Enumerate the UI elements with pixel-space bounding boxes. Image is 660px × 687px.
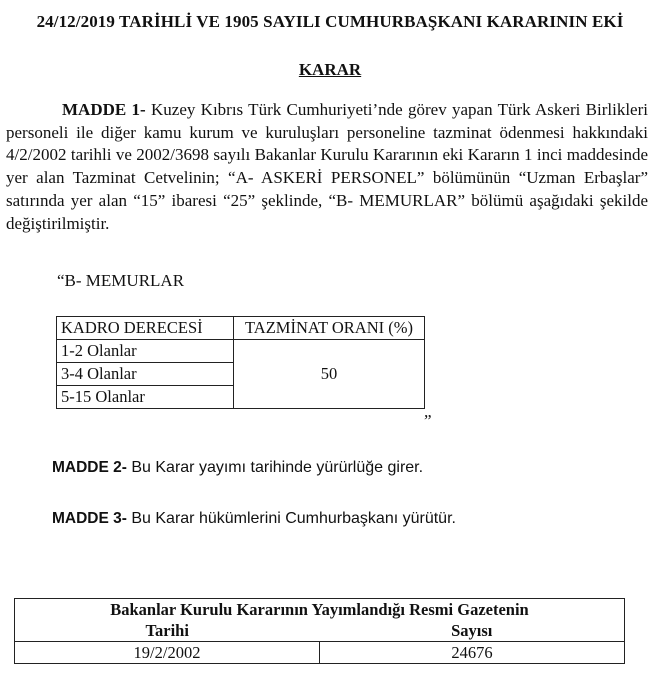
article-3-label: MADDE 3- bbox=[52, 510, 127, 527]
gazette-table bbox=[14, 598, 625, 664]
article-1-text: Kuzey Kıbrıs Türk Cumhuriyeti’nde görev yapan Türk Askeri Birlikleri personeli ile diğer kamu kurum ve kuruluşları personeline tazminat ödenmesi hakkındaki 4/2/2002 tarihli ve 2002/3698 sayılı Bakanlar Kurulu Kararının eki Kararın 1 inci maddesinde yer alan Tazminat Cetvelinin; “A- ASKERİ PERSONEL” bölümünün “Uzman Erbaşlar” satırında yer alan “15” ibaresi “25” şeklinde, “B- MEMURLAR” bölümü aşağıdaki şekilde değiştirilmiştir. bbox=[6, 100, 648, 233]
article-3 bbox=[52, 510, 456, 528]
gazette-title: Bakanlar Kurulu Kararının Yayımlandığı Resmi Gazetenin bbox=[15, 599, 625, 621]
table-row bbox=[57, 340, 425, 363]
gazette-header-number: Sayısı bbox=[320, 620, 625, 642]
gazette-header-date: Tarihi bbox=[15, 620, 320, 642]
kadro-header-oran: TAZMİNAT ORANI (%) bbox=[234, 317, 425, 340]
article-3-text: Bu Karar hükümlerini Cumhurbaşkanı yürütür. bbox=[126, 510, 456, 527]
kadro-row-label: 5-15 Olanlar bbox=[57, 386, 234, 409]
table-row bbox=[15, 642, 625, 664]
kadro-row-label: 1-2 Olanlar bbox=[57, 340, 234, 363]
kadro-row-label: 3-4 Olanlar bbox=[57, 363, 234, 386]
gazette-date-value: 19/2/2002 bbox=[15, 642, 320, 664]
article-2-text: Bu Karar yayımı tarihinde yürürlüğe girer. bbox=[126, 459, 424, 476]
kadro-table-header-row bbox=[57, 317, 425, 340]
page-title: 24/12/2019 TARİHLİ VE 1905 SAYILI CUMHURBAŞKANI KARARININ EKİ bbox=[36, 12, 624, 31]
article-1-label: MADDE 1- bbox=[62, 100, 146, 119]
kadro-rate-value: 50 bbox=[234, 340, 425, 409]
gazette-header-row bbox=[15, 620, 625, 642]
gazette-title-row bbox=[15, 599, 625, 621]
closing-quote: ” bbox=[424, 411, 432, 430]
article-2 bbox=[52, 459, 423, 477]
article-1 bbox=[6, 99, 648, 235]
article-2-label: MADDE 2- bbox=[52, 459, 127, 476]
karar-heading: KARAR bbox=[298, 60, 362, 79]
kadro-table bbox=[56, 316, 425, 409]
gazette-number-value: 24676 bbox=[320, 642, 625, 664]
section-label-memurlar: “B- MEMURLAR bbox=[57, 271, 185, 290]
kadro-header-derece: KADRO DERECESİ bbox=[57, 317, 234, 340]
